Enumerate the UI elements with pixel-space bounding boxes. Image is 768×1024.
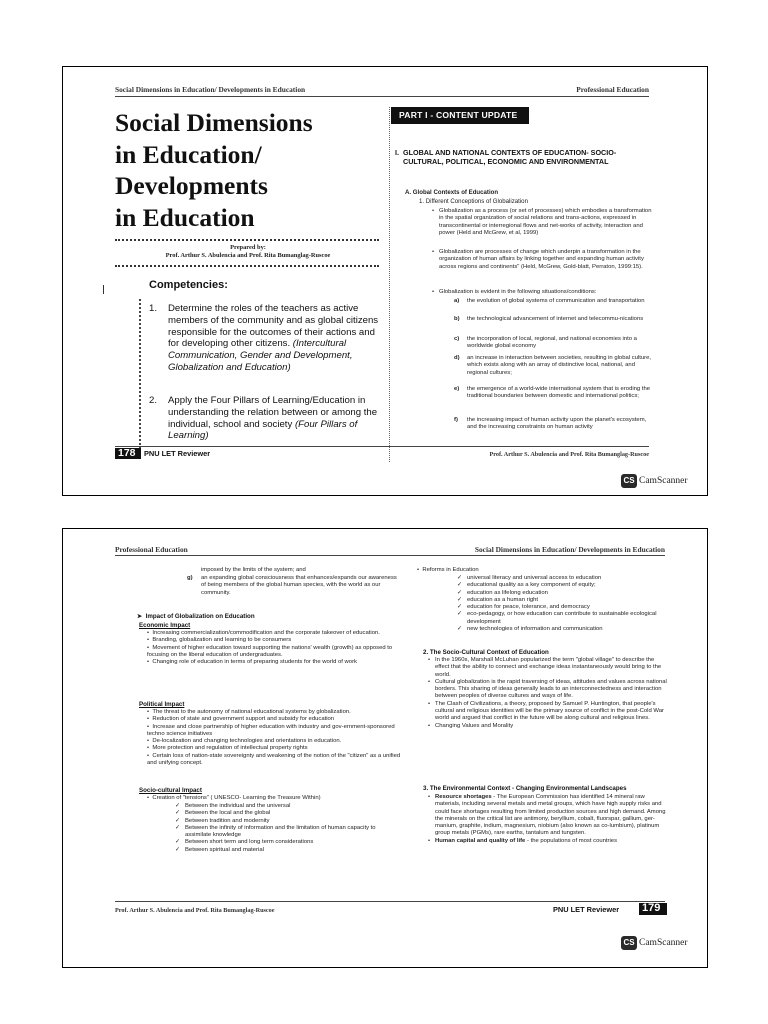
competency-number: 1. — [149, 303, 158, 314]
section-2-title: 2. The Socio-Cultural Context of Education — [423, 649, 549, 656]
title-line: Developments — [115, 171, 268, 200]
part-label: PART I - CONTENT UPDATE — [391, 107, 529, 124]
condition-text: the evolution of global systems of communication and transportation — [467, 298, 645, 304]
check-item-text: Between spiritual and material — [185, 846, 264, 853]
list-item: • Human capital and quality of life - the populations of most countries — [428, 837, 618, 844]
list-item: • The threat to the autonomy of national educational systems by globalization. — [147, 709, 351, 715]
condition-letter: a) — [454, 298, 460, 304]
bullet-text: Globalization as a process (or set of processes) which embodies a transformation in the spatial organization of social relations and trans-actions, expressed in transcontinental or interregional flows and net-works of activity, interaction and power (Held and McGrew, et al, 1999) — [439, 208, 652, 236]
condition-letter: g) — [187, 575, 193, 581]
check-item-text: Between the local and the global — [185, 810, 271, 817]
title-line: in Education — [115, 202, 255, 232]
page-number: 179 — [642, 902, 661, 914]
check-icon: ✓ — [457, 611, 462, 618]
prepared-by: Prepared by: — [230, 244, 266, 251]
check-icon: ✓ — [457, 575, 462, 581]
reforms-title-text: Reforms in Education — [422, 567, 479, 573]
condition-text: the incorporation of local, regional, and national economies into a worldwide global economy — [467, 336, 637, 350]
condition-letter: e) — [454, 386, 460, 392]
competency-text: Determine the roles of the teachers as active members of the community and as global citizens responsible for the outcomes of their actions and for developing other citizens. — [168, 303, 379, 350]
list-item: • More protection and regulation of intellectual property rights — [147, 745, 308, 752]
check-item — [457, 604, 667, 611]
check-icon: ✓ — [175, 817, 180, 824]
impact-heading — [137, 613, 255, 620]
page-number-badge — [639, 903, 667, 915]
list-item: • Increasing commercialization/commodification and the corporate takeover of education. — [147, 630, 380, 636]
socio-cultural-impact-title: Socio-cultural Impact — [139, 787, 202, 794]
check-icon: ✓ — [457, 604, 462, 611]
check-icon: ✓ — [175, 803, 180, 809]
bullet-text: Globalization are processes of change which underpin a transformation in the organization of human affairs by linking together and expanding human activity across regions and continents" (Held, McGrew, Gold-blatt, Perraton, 1999:15). — [439, 249, 644, 270]
competency-item — [149, 303, 381, 374]
competency-topic: (Intercultural Communication, Gender and Development, Globalization and Education) — [168, 338, 353, 373]
footer-rule — [115, 446, 649, 447]
page-number: 178 — [118, 447, 136, 459]
list-item-text: Certain loss of nation-state sovereignty and weakening of the notion of the "citizen" as a unified and unifying concept. — [147, 752, 401, 767]
text-cursor — [103, 285, 104, 294]
list-item-text: Creation of "tensions" ( UNESCO- Learning the Treasure Within) — [152, 795, 321, 801]
footer-authors: Prof. Arthur S. Abulencia and Prof. Rita Bumanglag-Ruscoe — [115, 907, 275, 914]
running-header-right: Professional Education — [576, 85, 649, 94]
competency-topic: (Four Pillars of Learning) — [168, 418, 358, 442]
check-item-text: universal literacy and universal access to education — [467, 575, 602, 581]
list-item: • De-localization and changing technologies and orientations in education. — [147, 738, 342, 745]
check-item — [175, 839, 385, 846]
political-list — [147, 709, 403, 767]
list-item-text: In the 1960s, Marshall McLuhan popularized the term "global village" to describe the effect that the ability to connect and exchange ideas instantaneously would bring to the world. — [435, 657, 662, 678]
check-item — [457, 611, 667, 626]
column-divider — [389, 107, 390, 462]
condition-letter: f) — [454, 417, 458, 423]
list-item-text: Changing Values and Morality — [435, 722, 514, 729]
check-item-text: Between short term and long term considerations — [185, 839, 314, 846]
list-item-text: Branding, globalization and learning to be consumers — [152, 637, 292, 644]
check-item — [175, 824, 385, 840]
footer-title: PNU LET Reviewer — [553, 905, 620, 914]
check-icon: ✓ — [175, 839, 180, 846]
page-number-badge — [115, 448, 141, 459]
section-2-list — [428, 657, 667, 730]
check-item — [457, 596, 667, 604]
running-header-right: Social Dimensions in Education/ Developments in Education — [474, 545, 665, 554]
check-item — [457, 589, 667, 597]
title-line: in Education/ — [115, 139, 262, 169]
header-rule — [115, 96, 649, 97]
list-item: • Reduction of state and government support and subsidy for education — [147, 716, 335, 723]
check-item — [175, 846, 385, 854]
check-icon: ✓ — [175, 846, 180, 853]
check-item — [457, 575, 667, 582]
list-item: • Branding, globalization and learning to be consumers — [147, 637, 292, 644]
list-item-text: Increase and close partnership of higher education with industry and gov-ernment-sponsored techno science initiatives — [147, 723, 395, 737]
competency-number: 2. — [149, 395, 158, 406]
continued-line: imposed by the limits of the system; and — [201, 567, 306, 573]
check-item-text: Between the infinity of information and the limitation of human capacity to assimilate knowledge — [185, 824, 376, 839]
tensions-list — [175, 803, 385, 854]
condition-letter: d) — [454, 355, 460, 361]
list-item-lead: Resource shortages — [435, 794, 492, 800]
list-item-text: Cultural globalization is the rapid traversing of ideas, attitudes and values across national borders. This sharing of ideas generally leads to an interconnectedness and interaction between peoples of diverse cultures and ways of life. — [435, 678, 667, 700]
competency-text: Apply the Four Pillars of Learning/Education in understanding the relation between or among the individual, school and society — [168, 395, 378, 430]
title-divider — [115, 239, 379, 241]
list-item-text: Increasing commercialization/commodification and the corporate takeover of education. — [152, 630, 380, 636]
list-item-lead: Human capital and quality of life — [435, 837, 526, 844]
check-icon: ✓ — [457, 589, 462, 596]
condition-item — [454, 336, 657, 351]
condition-text: the technological advancement of internet and telecommu-nications — [467, 316, 644, 322]
list-item: • Resource shortages - The European Commission has identified 14 mineral raw materials, including several metals and metal groups, which have high supply risks and could face shortages resulting from limited production sources and high demand. Among the minerals on the critical list are antimony, beryllium, cobalt, fluorspar, gallium, ger-manium, graphite, indium, magnesium, niobium (also known as co-lumbium), platinum group metals (PGMs), rare earths, tantalum and tungsten. — [428, 794, 666, 837]
check-item-text: education as a human right — [467, 596, 539, 603]
camscanner-label: CamScanner — [639, 476, 688, 486]
check-item-text: Between tradition and modernity — [185, 817, 270, 824]
condition-text: an increase in interaction between societies, resulting in global culture, which exists along with an array of distinctive local, national, and regional cultures; — [467, 355, 652, 376]
list-item-text: More protection and regulation of intellectual property rights — [152, 745, 308, 752]
subsection-1: 1. Different Conceptions of Globalization — [419, 198, 528, 205]
section-number: I. — [395, 148, 399, 157]
reforms-title: • Reforms in Education — [417, 567, 479, 573]
footer-authors: Prof. Arthur S. Abulencia and Prof. Rita Bumanglag-Ruscoe — [489, 451, 649, 458]
list-item: • Certain loss of nation-state sovereignty and weakening of the notion of the "citizen" as a unified and unifying concept. — [147, 752, 401, 767]
condition-item — [454, 355, 657, 377]
check-item-text: Between the individual and the universal — [185, 803, 291, 809]
list-item: • Cultural globalization is the rapid traversing of ideas, attitudes and values across national borders. This sharing of ideas generally leads to an interconnectedness and interaction between peoples of diverse cultures and ways of life. — [428, 678, 667, 700]
list-item: • Changing Values and Morality — [428, 722, 514, 729]
check-item — [457, 582, 667, 589]
authors: Prof. Arthur S. Abulencia and Prof. Rita Bumanglag-Ruscoe — [165, 252, 331, 259]
bullet-item: • Globalization is evident in the following situations/conditions: — [432, 289, 597, 295]
header-rule — [115, 555, 665, 556]
competencies-title: Competencies: — [149, 279, 228, 291]
political-impact-title: Political Impact — [139, 701, 185, 708]
check-item — [175, 810, 385, 817]
check-item — [175, 817, 385, 825]
condition-item — [454, 298, 657, 305]
page-178 — [62, 66, 708, 496]
bullet-item: • Globalization are processes of change which underpin a transformation in the organization of human affairs by linking together and expanding human activity across regions and continents" (Held, McGrew, Gold-blatt, Perraton, 1999:15). — [432, 249, 644, 270]
check-icon: ✓ — [175, 810, 180, 817]
list-item-text: - The European Commission has identified 14 mineral raw materials, including several metals and metal groups, which have high supply risks and could face shortages resulting from limited production sources and high demand. Among the minerals on the critical list are antimony, beryllium, cobalt, fluorspar, gallium, ger-manium, graphite, indium, magnesium, niobium (also known as co-lumbium), platinum group metals (PGMs), rare earths, tantalum and tungsten. — [435, 794, 666, 837]
condition-item — [454, 417, 657, 432]
title-line: Social Dimensions — [115, 108, 313, 137]
list-item-text: Changing role of education in terms of preparing students for the world of work — [152, 659, 357, 666]
check-icon: ✓ — [175, 824, 180, 831]
list-item-text: The threat to the autonomy of national educational systems by globalization. — [152, 709, 351, 715]
condition-text: the emergence of a world-wide international system that is eroding the traditional boundaries between domestic and international politics; — [467, 386, 651, 400]
check-item-text: eco-pedagogy, or how education can contribute to sustainable ecological development — [467, 611, 657, 625]
bullet-text: Globalization is evident in the following situations/conditions: — [439, 289, 597, 295]
economic-list — [147, 630, 403, 666]
arrow-bullet-icon: ➤ — [137, 613, 143, 620]
section-3-title: 3. The Environmental Context - Changing Environmental Landscapes — [423, 785, 627, 792]
authors-divider — [115, 265, 379, 267]
section-3-list — [428, 794, 667, 845]
check-item-text: education as lifelong education — [467, 589, 548, 596]
list-item-text: De-localization and changing technologies and orientations in education. — [152, 738, 342, 745]
camscanner-logo-icon: CS — [621, 474, 637, 488]
subsection-a: A. Global Contexts of Education — [405, 189, 499, 196]
economic-impact-title: Economic Impact — [139, 622, 191, 629]
condition-letter: b) — [454, 316, 460, 322]
condition-item — [454, 316, 657, 323]
reforms-list — [457, 575, 667, 633]
footer-title: PNU LET Reviewer — [144, 449, 211, 458]
socio-intro: • Creation of "tensions" ( UNESCO- Learning the Treasure Within) — [147, 795, 321, 801]
camscanner-label: CamScanner — [639, 938, 688, 948]
footer-rule — [115, 901, 665, 902]
list-item-text: - the populations of most countries — [525, 837, 618, 844]
running-header-left: Social Dimensions in Education/ Developments in Education — [115, 85, 306, 94]
list-item: • Changing role of education in terms of preparing students for the world of work — [147, 659, 357, 666]
camscanner-logo-icon: CS — [621, 936, 637, 950]
check-item — [457, 626, 667, 633]
list-item-text: Reduction of state and government support and subsidy for education — [152, 716, 335, 723]
competencies-rule — [139, 299, 141, 449]
condition-text: an expanding global consciousness that enhances/expands our awareness of being members of the global human species, with the world as our community. — [201, 575, 397, 596]
bullet-item: • Globalization as a process (or set of processes) which embodies a transformation in the spatial organization of social relations and trans-actions, expressed in transcontinental or interregional flows and net-works of activity, interaction and power (Held and McGrew, et al, 1999) — [432, 208, 652, 236]
competency-item — [149, 395, 381, 442]
page-179 — [62, 528, 708, 968]
running-header-left: Professional Education — [115, 545, 188, 554]
list-item: • The Clash of Civilizations, a theory, proposed by Samuel P. Huntington, that people's cultural and religious identities will be the primary source of conflict in the post-Cold War world and argued that conflict in the future will be along cultural and religious lines. — [428, 700, 664, 722]
section-heading — [395, 149, 645, 166]
check-item-text: educational quality as a key component of equity; — [467, 582, 596, 589]
check-icon: ✓ — [457, 582, 462, 589]
impact-title: Impact of Globalization on Education — [145, 613, 255, 620]
chapter-title — [115, 107, 365, 233]
condition-item — [187, 575, 401, 597]
list-item-text: The Clash of Civilizations, a theory, proposed by Samuel P. Huntington, that people's cultural and religious identities will be the primary source of conflict in the post-Cold War world and argued that conflict in the future will be along cultural and religious lines. — [435, 700, 664, 722]
condition-text: the increasing impact of human activity upon the planet's ecosystem, and the increasing constraints on human activity — [467, 417, 647, 431]
condition-letter: c) — [454, 336, 460, 342]
section-title: GLOBAL AND NATIONAL CONTEXTS OF EDUCATION- SOCIO-CULTURAL, POLITICAL, ECONOMIC AND ENVIRONMENTAL — [403, 148, 617, 166]
check-icon: ✓ — [457, 626, 462, 633]
condition-item — [454, 386, 657, 401]
check-item — [175, 803, 385, 810]
check-item-text: education for peace, tolerance, and democracy — [467, 604, 590, 611]
list-item: • Increase and close partnership of higher education with industry and gov-ernment-sponsored techno science initiatives — [147, 723, 395, 737]
list-item: • In the 1960s, Marshall McLuhan popularized the term "global village" to describe the effect that the ability to connect and exchange ideas instantaneously would bring to the world. — [428, 657, 662, 678]
check-icon: ✓ — [457, 596, 462, 603]
list-item: • Movement of higher education toward supporting the nations' wealth (growth) as opposed to focusing on the liberal education of undergraduates. — [147, 644, 393, 658]
list-item-text: Movement of higher education toward supporting the nations' wealth (growth) as opposed to focusing on the liberal education of undergraduates. — [147, 644, 393, 658]
check-item-text: new technologies of information and communication — [467, 626, 603, 633]
